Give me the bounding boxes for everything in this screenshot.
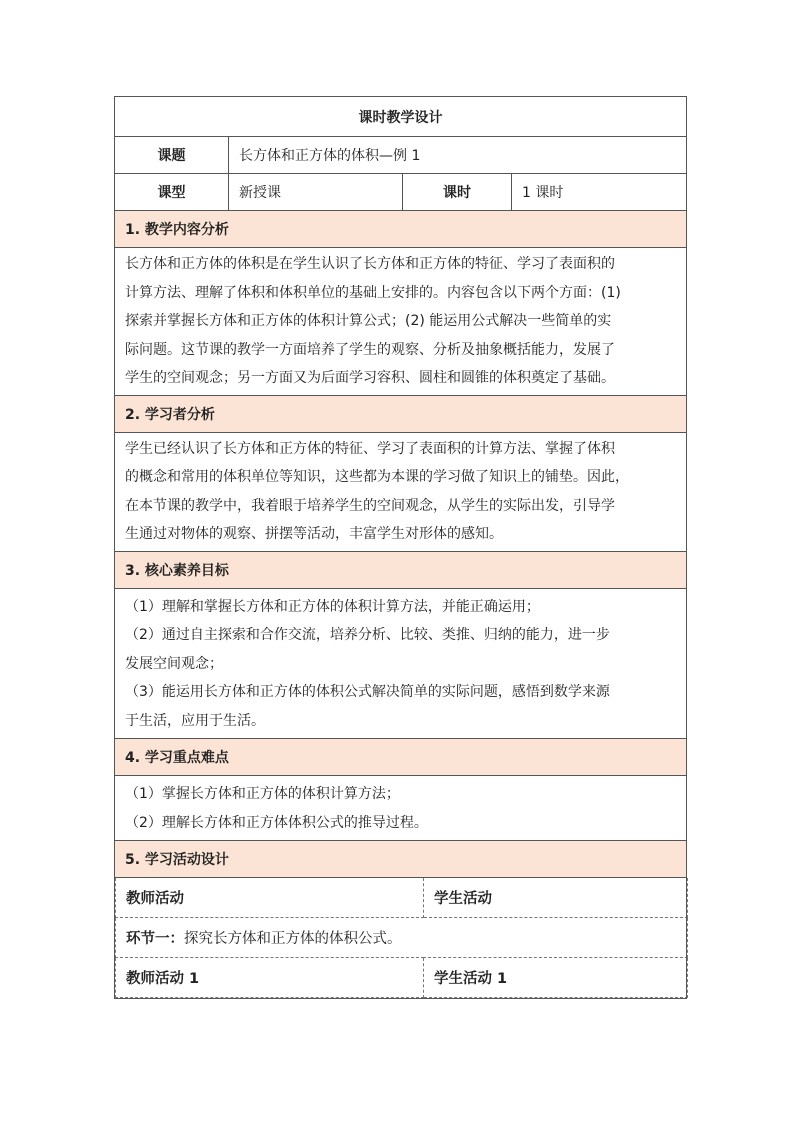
- goal-line: （2）通过自主探索和合作交流，培养分析、比较、类推、归纳的能力，进一步: [125, 627, 610, 643]
- topic-value: 长方体和正方体的体积—例 1: [229, 137, 687, 174]
- goal-line: （3）能运用长方体和正方体的体积公式解决简单的实际问题，感悟到数学来源: [125, 684, 610, 700]
- stage-one-label: 环节一：探究长方体和正方体的体积公式。: [126, 931, 402, 947]
- section-heading-learner-analysis: 2. 学习者分析: [115, 395, 687, 432]
- class-hours-label: 课时: [403, 174, 512, 211]
- class-hours-value: 1 课时: [512, 174, 687, 211]
- lesson-design-table: [114, 96, 687, 999]
- student-activity-1: 学生活动 1: [424, 958, 688, 998]
- section-body-learner-analysis: [115, 432, 687, 551]
- teacher-activity-1: 教师活动 1: [116, 958, 424, 998]
- key-point-line: （2）理解长方体和正方体体积公式的推导过程。: [125, 814, 428, 831]
- section-body-content-analysis: [115, 248, 687, 396]
- section-body-core-goals: [115, 588, 687, 739]
- text-line: 长方体和正方体的体积是在学生认识了长方体和正方体的特征、学习了表面积的: [125, 256, 615, 272]
- document-title: 课时教学设计: [115, 97, 687, 137]
- lesson-design-sheet: [114, 96, 686, 999]
- activity-design-body: [115, 878, 687, 999]
- goal-line: （1）理解和掌握长方体和正方体的体积计算方法，并能正确运用；: [125, 598, 540, 615]
- text-line: 生通过对物体的观察、拼摆等活动，丰富学生对形体的感知。: [125, 526, 503, 542]
- text-line: 计算方法、理解了体积和体积单位的基础上安排的。内容包含以下两个方面：(1): [125, 284, 621, 301]
- key-point-line: （1）掌握长方体和正方体的体积计算方法；: [125, 786, 400, 802]
- section-heading-key-points: 4. 学习重点难点: [115, 739, 687, 776]
- student-activity-header: 学生活动: [424, 878, 688, 918]
- section-heading-content-analysis: 1. 教学内容分析: [115, 211, 687, 248]
- lesson-type-value: 新授课: [229, 174, 403, 211]
- text-line: 学生已经认识了长方体和正方体的特征、学习了表面积的计算方法、掌握了体积: [125, 440, 615, 457]
- topic-label: 课题: [115, 137, 229, 174]
- activity-table: [115, 878, 688, 998]
- text-line: 探索并掌握长方体和正方体的体积计算公式；(2) 能运用公式解决一些简单的实: [125, 313, 612, 329]
- stage-one-row: [116, 918, 688, 958]
- text-line: 的概念和常用的体积单位等知识，这些都为本课的学习做了知识上的铺垫。因此，: [125, 469, 629, 485]
- goal-line: 于生活，应用于生活。: [125, 712, 265, 729]
- teacher-activity-header: 教师活动: [116, 878, 424, 918]
- text-line: 际问题。这节课的教学一方面培养了学生的观察、分析及抽象概括能力，发展了: [125, 341, 615, 358]
- text-line: 学生的空间观念；另一方面又为后面学习容积、圆柱和圆锥的体积奠定了基础。: [125, 370, 615, 386]
- section-body-key-points: [115, 776, 687, 841]
- text-line: 在本节课的教学中，我着眼于培养学生的空间观念，从学生的实际出发，引导学: [125, 497, 615, 514]
- section-heading-core-goals: 3. 核心素养目标: [115, 551, 687, 588]
- goal-line: 发展空间观念；: [125, 655, 223, 672]
- section-heading-activity-design: 5. 学习活动设计: [115, 841, 687, 878]
- lesson-type-label: 课型: [115, 174, 229, 211]
